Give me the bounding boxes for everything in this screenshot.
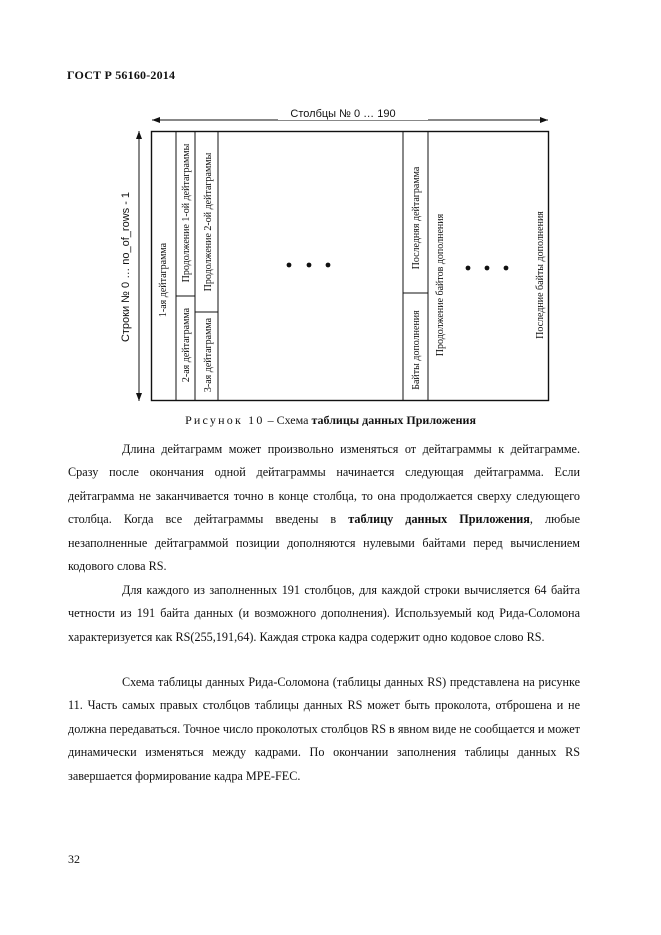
cell-datagram-1-continuation: Продолжение 1-ой дейтаграммы — [181, 143, 192, 283]
ellipsis-dot — [504, 266, 509, 271]
paragraph-3-text: Схема таблицы данных Рида-Соломона (таблицы данных RS) представлена на рисунке 11. Часть самых правых столбцов таблицы данных RS может быть проколота, отброшена и не должна передаваться. Точное число проколотых столбцов RS в явном виде не сообщается и может динамически изменяться между кадрами. По окончании заполнения таблицы данных RS завершается формирование кадра MPE-FEC. — [68, 675, 580, 783]
columns-label: Столбцы № 0 … 190 — [290, 108, 396, 120]
cell-datagram-2: 2-ая дейтаграмма — [181, 307, 192, 383]
rows-label: Строки № 0 … no_of_rows - 1 — [120, 191, 132, 343]
application-data-table-diagram — [0, 0, 661, 410]
ellipsis-dot — [485, 266, 490, 271]
paragraph-1-bold: таблицу данных Приложения — [348, 512, 530, 527]
cell-last-datagram: Последняя дейтаграмма — [411, 166, 422, 270]
paragraph-1-text: Длина дейтаграмм может произвольно изменяться от дейтаграммы к дейтаграмме. Сразу после окончания одной дейтаграммы начинается следующая дейтаграмма. Если дейтаграмма не заканчивается точно в конце столбца, то она продолжается сверху следующего столбца. Когда все дейтаграммы введены в — [68, 442, 580, 527]
ellipsis-dot — [307, 263, 312, 268]
ellipsis-dot — [466, 266, 471, 271]
paragraph-2-text: Для каждого из заполненных 191 столбцов, для каждой строки вычисляется 64 байта четности из 191 байта данных (и возможного дополнения). Используемый код Рида-Соломона характеризуется как RS(255,191,64). Каждая строка кадра содержит одно кодовое слово RS. — [68, 583, 580, 644]
cell-last-padding: Последние байты дополнения — [535, 211, 546, 339]
page-number: 32 — [68, 852, 80, 866]
caption-separator: – Схема — [264, 413, 312, 427]
cell-datagram-2-continuation: Продолжение 2-ой дейтаграммы — [203, 152, 214, 292]
cell-padding-bytes: Байты дополнения — [411, 310, 422, 390]
caption-label: Рисунок 10 — [185, 413, 265, 427]
paragraph-2 — [68, 579, 580, 649]
figure-caption — [0, 413, 661, 428]
document-header: ГОСТ Р 56160-2014 — [67, 68, 176, 82]
cell-datagram-3: 3-ая дейтаграмма — [203, 317, 214, 393]
ellipsis-dot — [326, 263, 331, 268]
cell-padding-continuation: Продолжение байтов дополнения — [435, 213, 446, 357]
cell-datagram-1: 1-ая дейтаграмма — [158, 242, 169, 318]
paragraph-3 — [68, 671, 580, 788]
paragraph-1 — [68, 438, 580, 578]
caption-title: таблицы данных Приложения — [311, 413, 476, 427]
ellipsis-dot — [287, 263, 292, 268]
paragraph-1-tail: , любые незаполненные дейтаграммой позиции дополняются нулевыми байтами перед вычислением кодового слова RS. — [68, 512, 580, 574]
